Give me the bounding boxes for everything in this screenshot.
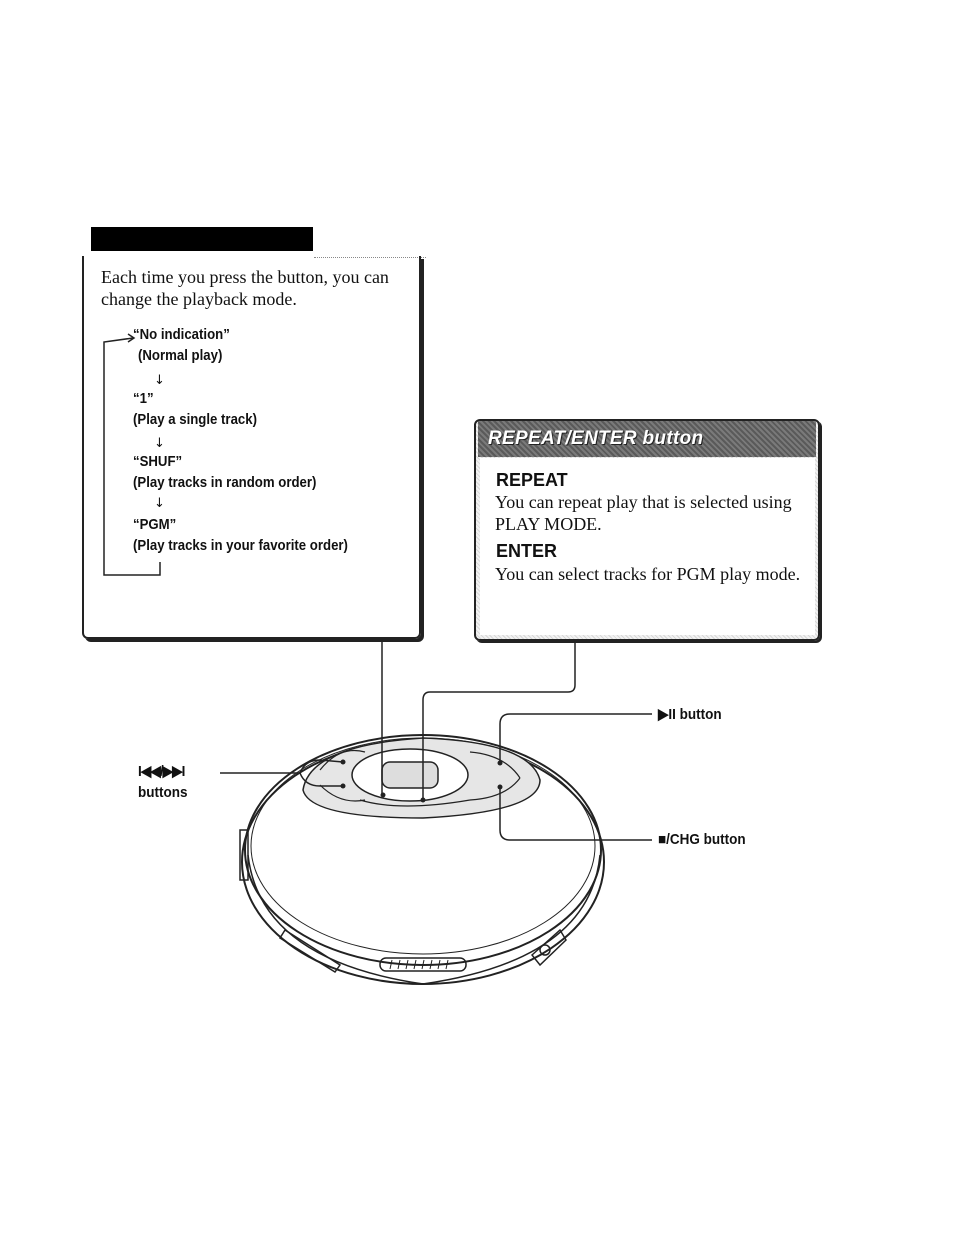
repeat-enter-title: REPEAT/ENTER button <box>488 428 704 449</box>
arrow-down-icon: ↓ <box>154 436 165 451</box>
mode-desc-shuf: (Play tracks in random order) <box>133 474 317 491</box>
mode-desc-pgm: (Play tracks in your favorite order) <box>133 537 348 554</box>
control-panel <box>303 738 540 818</box>
enter-text: You can select tracks for PGM play mode. <box>495 564 801 584</box>
play-mode-intro: Each time you press the button, you can change the playback mode. <box>101 267 389 309</box>
mode-desc-normal: (Normal play) <box>138 347 223 364</box>
play-pause-button-label: ▶II button <box>658 706 722 723</box>
arrow-down-icon: ↓ <box>154 496 165 511</box>
enter-heading: ENTER <box>496 541 558 561</box>
mode-value-shuf: “SHUF” <box>133 453 183 470</box>
stop-chg-button-label: ■/CHG button <box>658 831 746 848</box>
arrow-down-icon: ↓ <box>154 373 165 388</box>
skip-buttons-label: buttons <box>138 784 188 801</box>
play-mode-panel <box>82 256 421 639</box>
mode-desc-single: (Play a single track) <box>133 411 257 428</box>
repeat-heading: REPEAT <box>496 470 568 490</box>
mode-value-pgm: “PGM” <box>133 516 177 533</box>
mode-value-normal: “No indication” <box>133 326 230 343</box>
play-mode-header-bar <box>91 227 313 251</box>
repeat-text: You can repeat play that is selected using PLAY MODE. <box>495 492 792 534</box>
skip-buttons-symbol: I◀◀/▶▶I <box>138 763 185 780</box>
mode-value-single: “1” <box>133 390 154 407</box>
